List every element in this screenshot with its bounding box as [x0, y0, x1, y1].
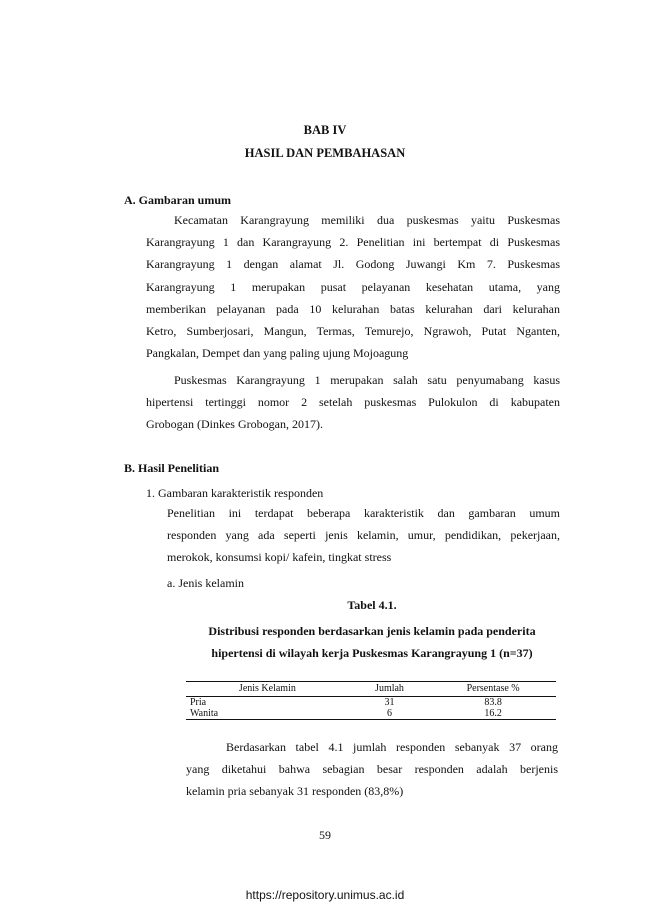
table-caption-line-1: Distribusi responden berdasarkan jenis kelamin pada penderita [208, 624, 536, 638]
paragraph-line: memberikan pelayanan pada 10 kelurahan batas kelurahan dari kelurahan [146, 301, 560, 316]
table-row [186, 708, 556, 720]
table-cell: 83.8 [484, 697, 502, 708]
table-cell: 31 [384, 697, 395, 708]
table-cell: 16.2 [430, 708, 556, 720]
paragraph-line: merokok, konsumsi kopi/ kafein, tingkat stress [167, 550, 392, 565]
table-row [186, 697, 556, 709]
paragraph-line: Ketro, Sumberjosari, Mangun, Termas, Temurejo, Ngrawoh, Putat Nganten, [146, 324, 560, 339]
paragraph-line: yang diketahui bahwa sebagian besar responden adalah berjenis [186, 762, 558, 777]
section-b-heading: B. Hasil Penelitian [124, 461, 220, 475]
paragraph-line: kelamin pria sebanyak 31 responden (83,8%) [186, 784, 404, 799]
list-item-1: 1. Gambaran karakteristik responden [146, 486, 324, 500]
paragraph-line: responden yang ada seperti jenis kelamin, umur, pendidikan, pekerjaan, [167, 528, 560, 543]
section-a-paragraph-2 [146, 369, 560, 436]
after-table-paragraph [186, 736, 558, 803]
section-a-paragraph-1 [146, 209, 560, 364]
paragraph-line: Puskesmas Karangrayung 1 merupakan salah satu penyumabang kasus [174, 373, 560, 387]
column-header: Persentase % [430, 682, 556, 697]
chapter-number: BAB IV [303, 123, 347, 137]
sub-item-a: a. Jenis kelamin [167, 576, 244, 590]
paragraph-line: Berdasarkan tabel 4.1 jumlah responden sebanyak 37 orang [226, 740, 558, 754]
paragraph-line: Grobogan (Dinkes Grobogan, 2017). [146, 417, 323, 432]
column-header: Jumlah [349, 682, 430, 697]
table-header-row [186, 682, 556, 697]
table-cell: Wanita [186, 708, 349, 720]
page-number: 59 [319, 828, 331, 842]
chapter-title: HASIL DAN PEMBAHASAN [244, 146, 406, 160]
footer-url: https://repository.unimus.ac.id [245, 888, 405, 902]
paragraph-line: Penelitian ini terdapat beberapa karakteristik dan gambaran umum [167, 506, 560, 520]
column-header: Jenis Kelamin [186, 682, 349, 697]
table-cell: 6 [349, 708, 430, 720]
paragraph-line: Karangrayung 1 dan Karangrayung 2. Penelitian ini bertempat di Puskesmas [146, 235, 560, 250]
paragraph-line: Kecamatan Karangrayung memiliki dua puskesmas yaitu Puskesmas [174, 213, 560, 227]
item-1-paragraph [167, 502, 560, 569]
paragraph-line: Pangkalan, Dempet dan yang paling ujung Mojoagung [146, 346, 409, 361]
paragraph-line: Karangrayung 1 merupakan pusat pelayanan kesehatan utama, yang [146, 279, 560, 294]
paragraph-line: Karangrayung 1 dengan alamat Jl. Godong Juwangi Km 7. Puskesmas [146, 257, 560, 272]
table-caption-line-2: hipertensi di wilayah kerja Puskesmas Karangrayung 1 (n=37) [211, 646, 533, 660]
table-label: Tabel 4.1. [347, 598, 397, 612]
section-a-heading: A. Gambaran umum [124, 193, 232, 207]
distribution-table [186, 681, 556, 720]
table-cell: Pria [190, 697, 207, 708]
paragraph-line: hipertensi tertinggi nomor 2 setelah puskesmas Pulokulon di kabupaten [146, 395, 560, 410]
